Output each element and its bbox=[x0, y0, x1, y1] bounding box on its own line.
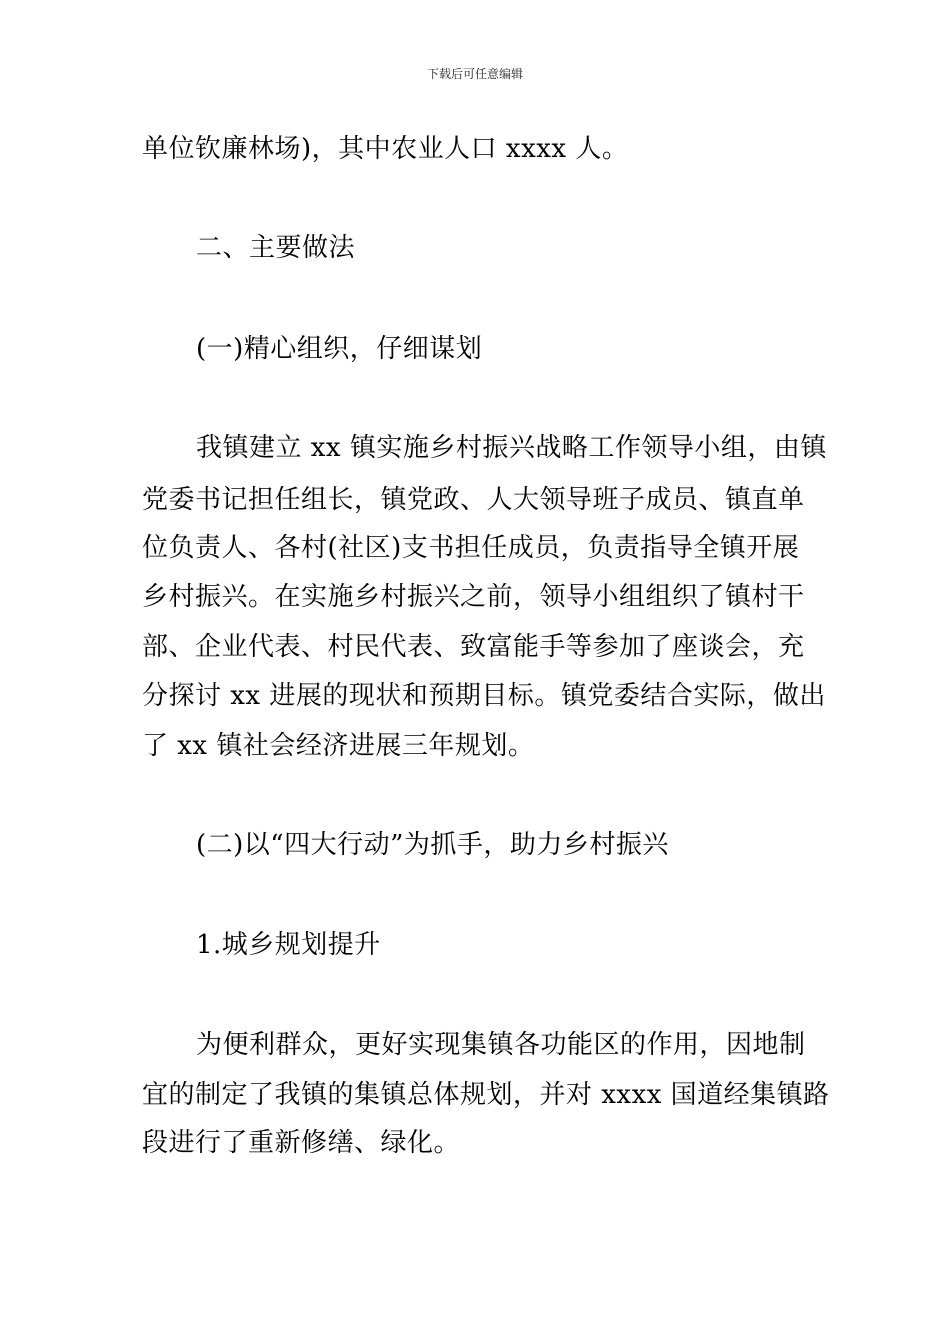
paragraph-line: 位负责人、各村(社区)支书担任成员，负责指导全镇开展 bbox=[142, 533, 800, 563]
subsection-heading: (二)以“四大行动”为抓手，助力乡村振兴 bbox=[196, 830, 669, 860]
paragraph-line: 党委书记担任组长，镇党政、人大领导班子成员、镇直单 bbox=[142, 485, 805, 515]
paragraph-line: 分探讨 xx 进展的现状和预期目标。镇党委结合实际，做出 bbox=[142, 681, 826, 711]
paragraph-line: 为便利群众，更好实现集镇各功能区的作用，因地制 bbox=[196, 1030, 806, 1060]
item-heading: 1.城乡规划提升 bbox=[196, 930, 381, 960]
paragraph-line: 乡村振兴。在实施乡村振兴之前，领导小组组织了镇村干 bbox=[142, 582, 805, 612]
subsection-heading: (一)精心组织，仔细谋划 bbox=[196, 334, 483, 364]
paragraph-line: 段进行了重新修缮、绿化。 bbox=[142, 1128, 461, 1158]
paragraph-line: 了 xx 镇社会经济进展三年规划。 bbox=[142, 731, 535, 761]
paragraph-line: 宜的制定了我镇的集镇总体规划，并对 xxxx 国道经集镇路 bbox=[142, 1080, 830, 1110]
paragraph-line: 部、企业代表、村民代表、致富能手等参加了座谈会，充 bbox=[142, 632, 805, 662]
body-line: 单位钦廉林场)，其中农业人口 xxxx 人。 bbox=[142, 134, 629, 164]
section-heading: 二、主要做法 bbox=[196, 233, 356, 263]
header-note: 下载后可任意编辑 bbox=[426, 67, 523, 81]
paragraph-line: 我镇建立 xx 镇实施乡村振兴战略工作领导小组，由镇 bbox=[196, 433, 827, 463]
